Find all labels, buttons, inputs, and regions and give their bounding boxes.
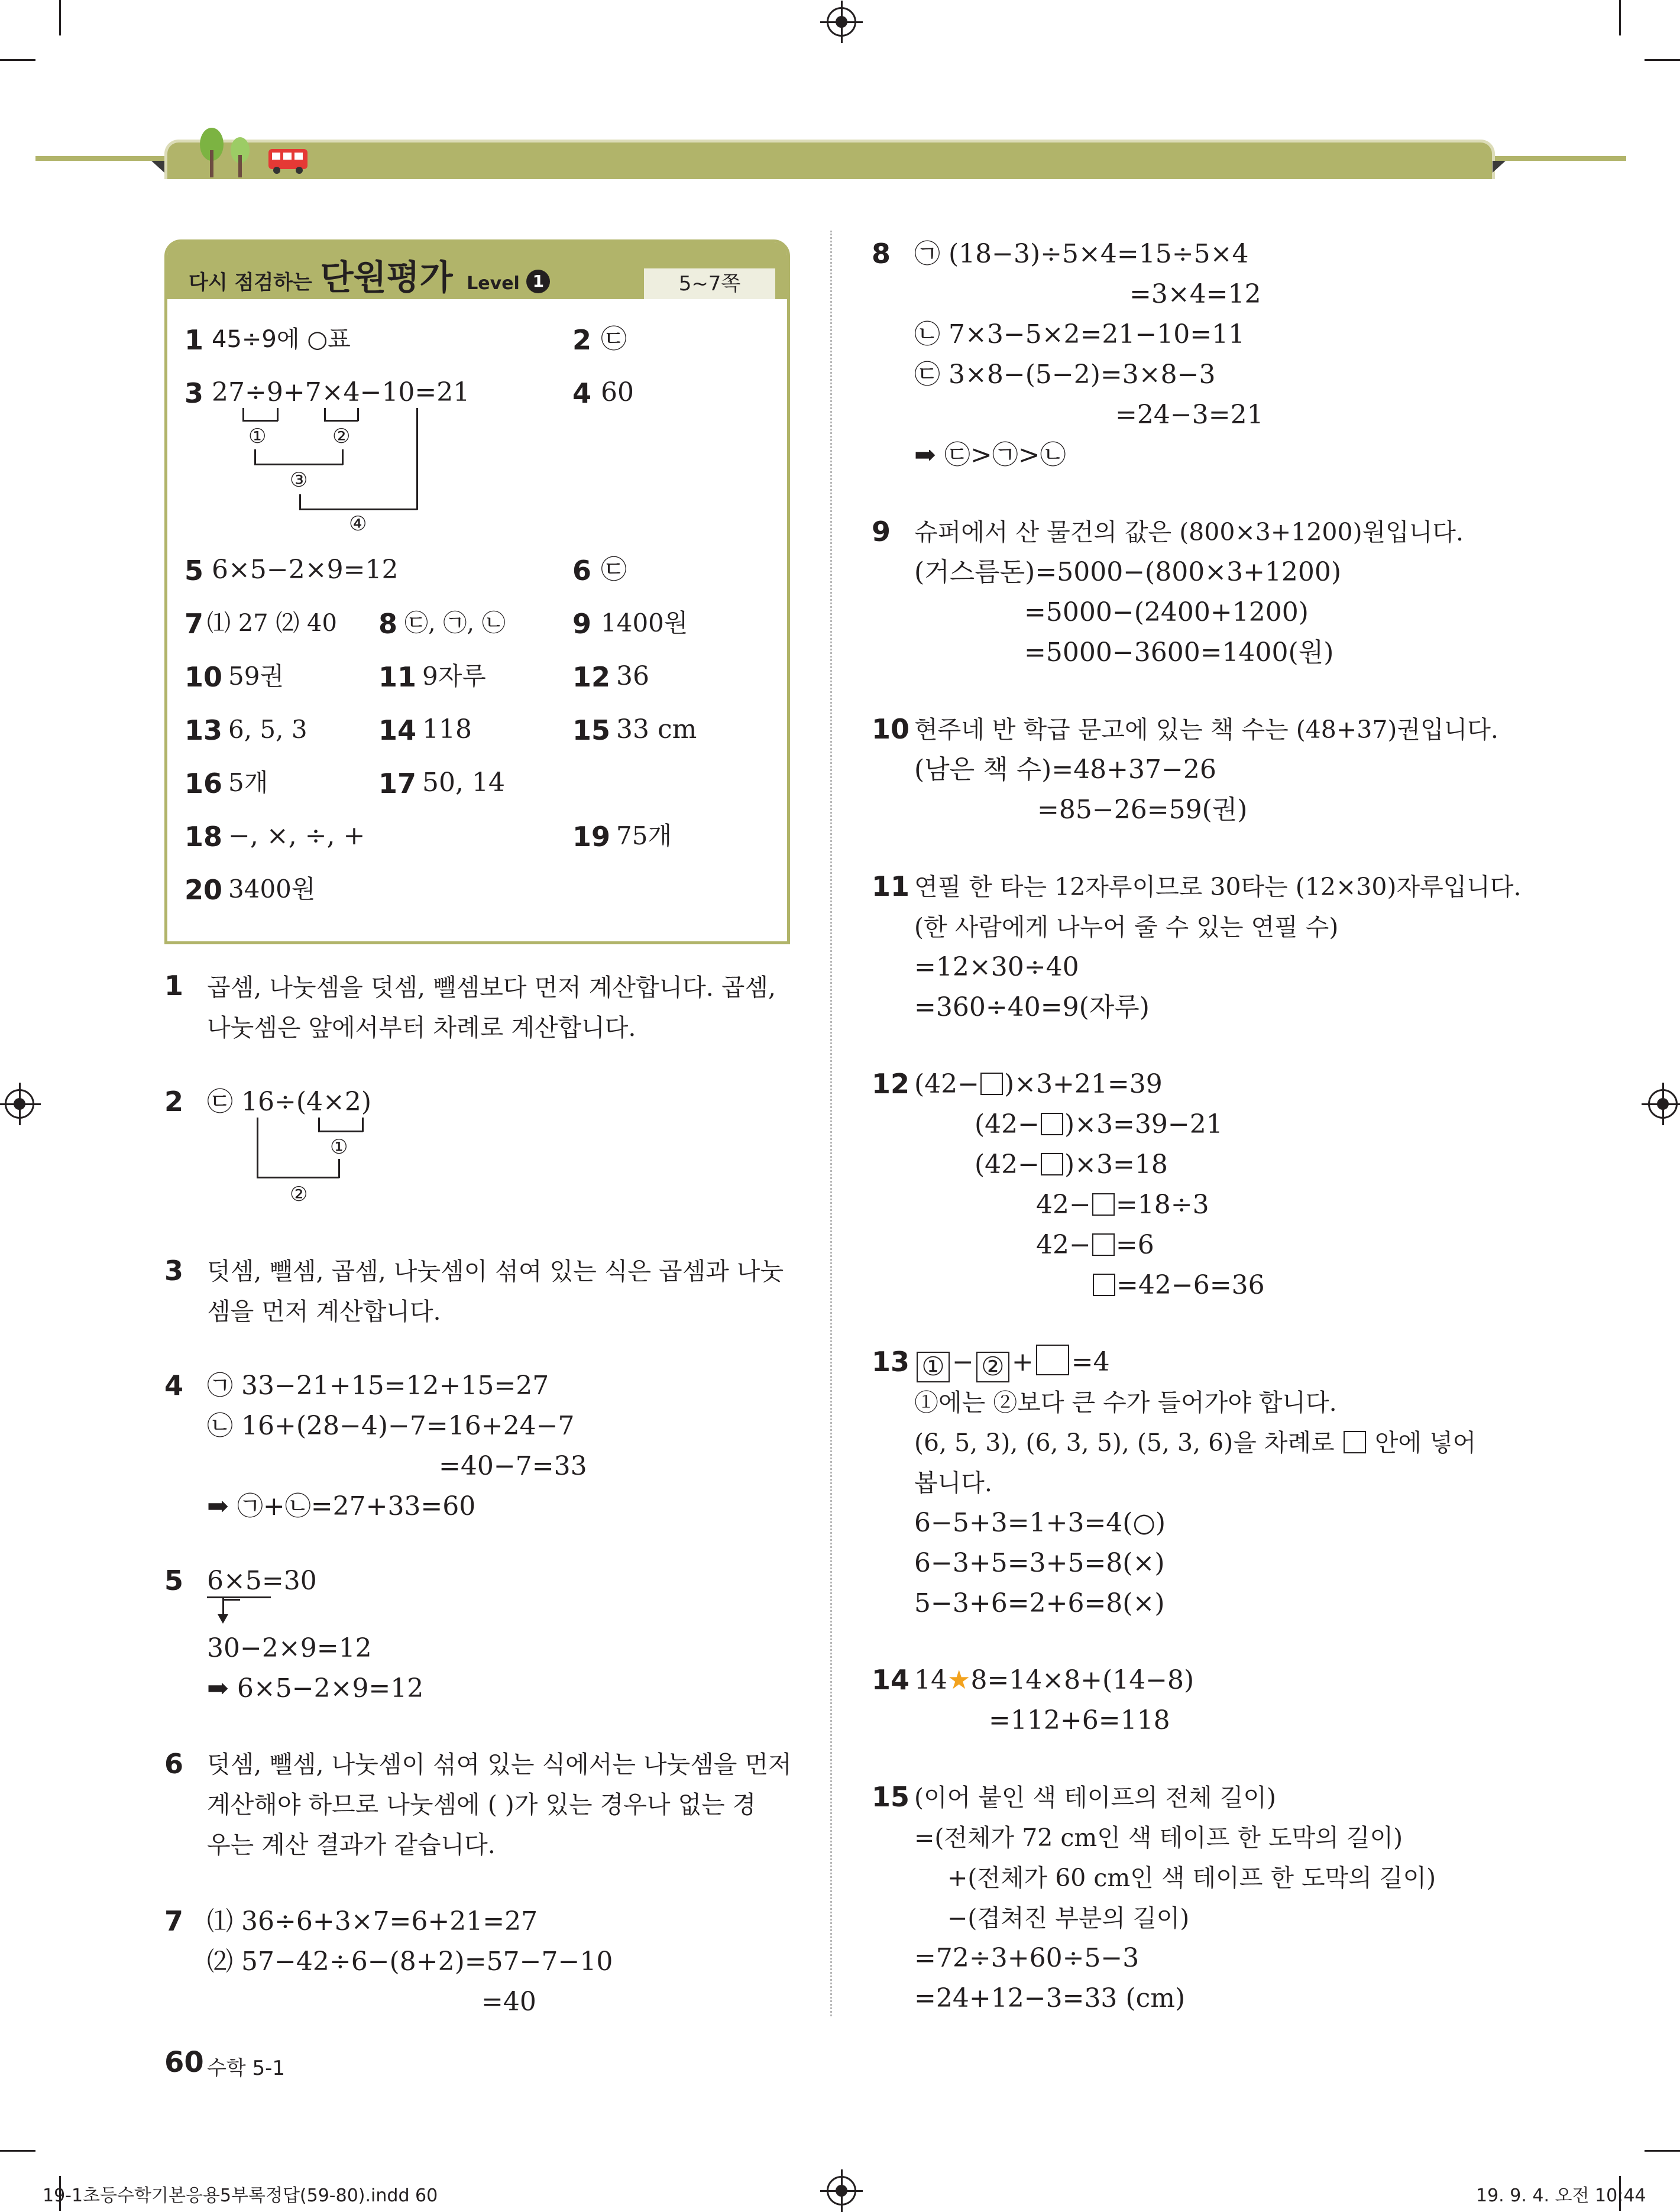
bus-icon (267, 147, 309, 175)
solution-line: 나눗셈은 앞에서부터 차례로 계산합니다. (207, 1013, 636, 1042)
order-step: ④ (349, 512, 367, 536)
expr-part: 안에 넣어 (1374, 1429, 1477, 1457)
expr-part: (42− (975, 1149, 1040, 1180)
answer-number: 17 (378, 767, 417, 799)
solution-line: 곱셈, 나눗셈을 덧셈, 뺄셈보다 먼저 계산합니다. 곱셈, (207, 973, 776, 1002)
solution-line: 5−3+6=2+6=8(×) (914, 1588, 1165, 1618)
answer-value: 3400원 (228, 875, 316, 903)
solution-line: 덧셈, 뺄셈, 나눗셈이 섞여 있는 식에서는 나눗셈을 먼저 (207, 1750, 792, 1779)
solution-line: =12×30÷40 (914, 952, 1079, 982)
solution-line: =5000−3600=1400(원) (1024, 637, 1334, 668)
answer-value: 118 (422, 714, 472, 744)
solution-line (914, 1342, 1110, 1382)
solution-line: =85−26=59(권) (1037, 795, 1248, 825)
solution-line: ➡ 6×5−2×9=12 (207, 1673, 424, 1703)
solution-line: =24−3=21 (1115, 400, 1264, 430)
order-step: ③ (290, 468, 308, 492)
solution-line: =112+6=118 (989, 1705, 1170, 1735)
answer-number: 1 (184, 324, 204, 356)
bracket-line (362, 1118, 364, 1132)
solution-line (975, 1145, 1168, 1185)
solution-line: ㉡ 16+(28−4)−7=16+24−7 (207, 1411, 575, 1441)
page-range: 5~7쪽 (644, 268, 775, 299)
crop-mark (1645, 59, 1680, 61)
labeled-box: ② (976, 1352, 1009, 1382)
labeled-box: ① (917, 1352, 950, 1382)
solution-line: ➡ ㉠+㉡=27+33=60 (207, 1491, 476, 1521)
bracket-line (416, 408, 418, 510)
header-tab-right (1493, 161, 1506, 173)
solution-line: 6×5=30 (207, 1566, 317, 1596)
blank-box (1036, 1345, 1069, 1375)
answer-number: 7 (184, 608, 204, 640)
answer-number: 19 (572, 821, 611, 853)
solution-line: ㉠ (18−3)÷5×4=15÷5×4 (914, 239, 1249, 269)
solution-number: 6 (164, 1748, 184, 1780)
order-step: ① (248, 425, 267, 448)
solution-line: =40 (481, 1987, 536, 2017)
answer-number: 3 (184, 377, 204, 409)
solution-number: 12 (872, 1068, 910, 1100)
expr-part: =18÷3 (1115, 1190, 1209, 1220)
bracket-line (342, 449, 344, 465)
solution-line: (한 사람에게 나누어 줄 수 있는 연필 수) (914, 913, 1339, 941)
answer-value: 50, 14 (422, 767, 505, 798)
crop-mark (1619, 0, 1621, 35)
answer-value: 33 cm (616, 714, 697, 744)
solution-line: ㉠ 33−21+15=12+15=27 (207, 1371, 549, 1401)
answer-number: 2 (572, 324, 592, 356)
answer-number: 6 (572, 555, 592, 587)
box-header (167, 242, 787, 299)
blank-box (1041, 1153, 1063, 1175)
blank-box (1041, 1113, 1063, 1135)
tree-icon (196, 127, 261, 180)
answer-value: 1400원 (601, 608, 688, 637)
expr-part: )×3+21=39 (1004, 1069, 1163, 1099)
solution-line (975, 1105, 1223, 1145)
answer-value: 59권 (228, 662, 284, 691)
solution-line (914, 1064, 1163, 1105)
solution-line: =5000−(2400+1200) (1024, 597, 1309, 627)
arrow-line (222, 1599, 240, 1601)
answer-value: 27÷9+7×4−10=21 (212, 377, 470, 407)
page-number: 60 (164, 2046, 204, 2079)
answer-value: 36 (616, 661, 649, 691)
answer-number: 12 (572, 661, 611, 693)
blank-box (1092, 1233, 1115, 1256)
solution-line: =40−7=33 (439, 1451, 587, 1481)
solution-line: 슈퍼에서 산 물건의 값은 (800×3+1200)원입니다. (914, 518, 1464, 546)
book-title: 수학 5-1 (207, 2056, 286, 2080)
solution-number: 3 (164, 1255, 184, 1287)
solution-line (1092, 1265, 1265, 1306)
bracket-line (257, 1118, 258, 1178)
registration-mark-icon (1648, 1089, 1678, 1119)
bracket-line (242, 408, 244, 421)
crop-mark (59, 0, 61, 35)
expr-part: (42− (914, 1069, 980, 1099)
box-title (189, 250, 550, 299)
solution-line: ㉡ 7×3−5×2=21−10=11 (914, 319, 1245, 349)
arrow-down-icon (218, 1614, 228, 1624)
bracket-line (324, 408, 326, 421)
bracket-line (338, 1159, 340, 1178)
bracket-line (254, 449, 256, 465)
answer-value: 6×5−2×9=12 (212, 555, 399, 585)
solution-line: 계산해야 하므로 나눗셈에 ( )가 있는 경우나 없는 경 (207, 1790, 756, 1819)
registration-mark-icon (827, 2176, 856, 2205)
blank-box (1093, 1274, 1115, 1296)
solution-number: 10 (872, 713, 910, 745)
solution-line: 6−5+3=1+3=4(○) (914, 1508, 1166, 1538)
header-tab-left (151, 161, 164, 173)
solution-line: ㉢ 3×8−(5−2)=3×8−3 (914, 360, 1216, 390)
solution-line (1036, 1225, 1154, 1265)
answer-number: 5 (184, 555, 204, 587)
bracket-line (257, 1177, 339, 1178)
bracket-line (254, 464, 343, 465)
solution-line: 덧셈, 뺄셈, 곱셈, 나눗셈이 섞여 있는 식은 곱셈과 나눗 (207, 1257, 784, 1285)
solution-line: 우는 계산 결과가 같습니다. (207, 1831, 496, 1859)
registration-mark-icon (5, 1089, 34, 1119)
registration-mark-icon (827, 7, 856, 37)
solution-line: ㉢ 16÷(4×2) (207, 1087, 372, 1117)
star-icon: ★ (947, 1665, 971, 1695)
answer-number: 11 (378, 661, 417, 693)
answer-number: 13 (184, 714, 223, 746)
answer-number: 15 (572, 714, 611, 746)
title-big: 단원평가 (320, 257, 453, 297)
answer-value: 75개 (616, 821, 672, 850)
bracket-line (299, 494, 301, 510)
solution-line: (이어 붙인 색 테이프의 전체 길이) (914, 1783, 1277, 1812)
order-step: ② (290, 1183, 308, 1206)
solution-line (914, 1423, 1476, 1463)
solution-number: 2 (164, 1086, 184, 1118)
solution-number: 11 (872, 870, 910, 902)
answer-value: 5개 (228, 768, 268, 797)
underline (207, 1596, 271, 1598)
order-step: ② (332, 425, 351, 448)
expr-part: )×3=18 (1064, 1149, 1168, 1180)
answer-number: 4 (572, 377, 592, 409)
solution-line: (거스름돈)=5000−(800×3+1200) (914, 557, 1342, 587)
blank-box (1344, 1431, 1366, 1453)
title-small: 다시 점검하는 (189, 271, 312, 294)
answer-value: 60 (601, 377, 634, 407)
crop-mark (0, 2150, 35, 2152)
solution-line: =72÷3+60÷5−3 (914, 1943, 1140, 1973)
answer-number: 10 (184, 661, 223, 693)
answer-number: 18 (184, 821, 223, 853)
crop-mark (0, 59, 35, 61)
solution-line: 연필 한 타는 12자루이므로 30타는 (12×30)자루입니다. (914, 873, 1522, 901)
operator: − (952, 1347, 974, 1377)
solution-number: 9 (872, 516, 891, 548)
crop-mark (1645, 2150, 1680, 2152)
expr-part: 14 (914, 1665, 947, 1695)
expr-part: 8=14×8+(14−8) (970, 1665, 1195, 1695)
solution-line: 현주네 반 학급 문고에 있는 책 수는 (48+37)권입니다. (914, 715, 1498, 744)
bracket-line (277, 408, 279, 421)
bracket-line (318, 1131, 363, 1132)
expr-part: 42− (1036, 1230, 1091, 1260)
solution-number: 7 (164, 1905, 184, 1937)
answer-value: ㉢, ㉠, ㉡ (404, 610, 506, 637)
header-band (164, 140, 1495, 179)
expr-part: =6 (1115, 1230, 1154, 1260)
solution-line: +(전체가 60 cm인 색 테이프 한 도막의 길이) (947, 1864, 1436, 1892)
operator: + (1011, 1347, 1034, 1377)
expr-part: =4 (1071, 1347, 1110, 1377)
solution-line: =24+12−3=33 (cm) (914, 1983, 1186, 2013)
level-badge: 1 (526, 270, 550, 293)
blank-box (980, 1073, 1003, 1095)
solution-line: ①에는 ②보다 큰 수가 들어가야 합니다. (914, 1388, 1337, 1417)
file-name: 19-1초등수학기본응용5부록정답(59-80).indd 60 (43, 2185, 438, 2206)
answer-value: 6, 5, 3 (228, 715, 307, 744)
blank-box (1092, 1193, 1115, 1216)
answer-number: 20 (184, 874, 223, 906)
answer-number: 16 (184, 767, 223, 799)
answer-value: 45÷9에 ○표 (212, 326, 351, 353)
solution-line: ⑴ 36÷6+3×7=6+21=27 (207, 1906, 538, 1936)
expr-part: (6, 5, 3), (6, 3, 5), (5, 3, 6)을 차례로 (914, 1429, 1335, 1457)
answer-value: ⑴ 27 ⑵ 40 (207, 610, 337, 637)
answer-number: 8 (378, 608, 398, 640)
order-step: ① (330, 1135, 348, 1159)
solution-line: 30−2×9=12 (207, 1633, 372, 1663)
answer-value: −, ×, ÷, + (228, 821, 365, 851)
solution-number: 14 (872, 1664, 910, 1696)
answer-number: 14 (378, 714, 417, 746)
solution-line: =360÷40=9(자루) (914, 992, 1150, 1022)
solution-line: −(겹쳐진 부분의 길이) (947, 1904, 1190, 1932)
expr-part: (42− (975, 1109, 1040, 1139)
expr-part: )×3=39−21 (1064, 1109, 1223, 1139)
print-date: 19. 9. 4. 오전 10:44 (1476, 2185, 1646, 2206)
bracket-line (299, 509, 417, 510)
bracket-line (318, 1118, 320, 1132)
solution-line: ➡ ㉢>㉠>㉡ (914, 440, 1066, 470)
solution-line: 봅니다. (914, 1469, 992, 1497)
solution-line: =3×4=12 (1129, 279, 1261, 309)
solution-number: 4 (164, 1369, 184, 1401)
answer-value: ㉢ (601, 324, 627, 354)
expr-part: =42−6=36 (1116, 1270, 1265, 1300)
solution-line (914, 1660, 1194, 1701)
solution-number: 13 (872, 1346, 910, 1378)
bracket-line (242, 420, 278, 422)
expr-part: 42− (1036, 1190, 1091, 1220)
answer-value: 9자루 (422, 662, 486, 691)
solution-number: 1 (164, 970, 184, 1002)
bracket-line (357, 408, 359, 421)
solution-line: =(전체가 72 cm인 색 테이프 한 도막의 길이) (914, 1824, 1403, 1852)
column-divider (830, 231, 832, 2016)
solution-number: 5 (164, 1565, 184, 1596)
solution-line: 셈을 먼저 계산합니다. (207, 1297, 441, 1326)
solution-number: 15 (872, 1781, 910, 1813)
solution-number: 8 (872, 238, 891, 270)
solution-line (1036, 1185, 1209, 1225)
answer-number: 9 (572, 608, 592, 640)
bracket-line (324, 420, 358, 422)
solution-line: ⑵ 57−42÷6−(8+2)=57−7−10 (207, 1947, 613, 1977)
answer-value: ㉢ (601, 555, 627, 585)
level-label: Level (467, 273, 520, 294)
solution-line: 6−3+5=3+5=8(×) (914, 1548, 1165, 1578)
solution-line: (남은 책 수)=48+37−26 (914, 754, 1216, 785)
